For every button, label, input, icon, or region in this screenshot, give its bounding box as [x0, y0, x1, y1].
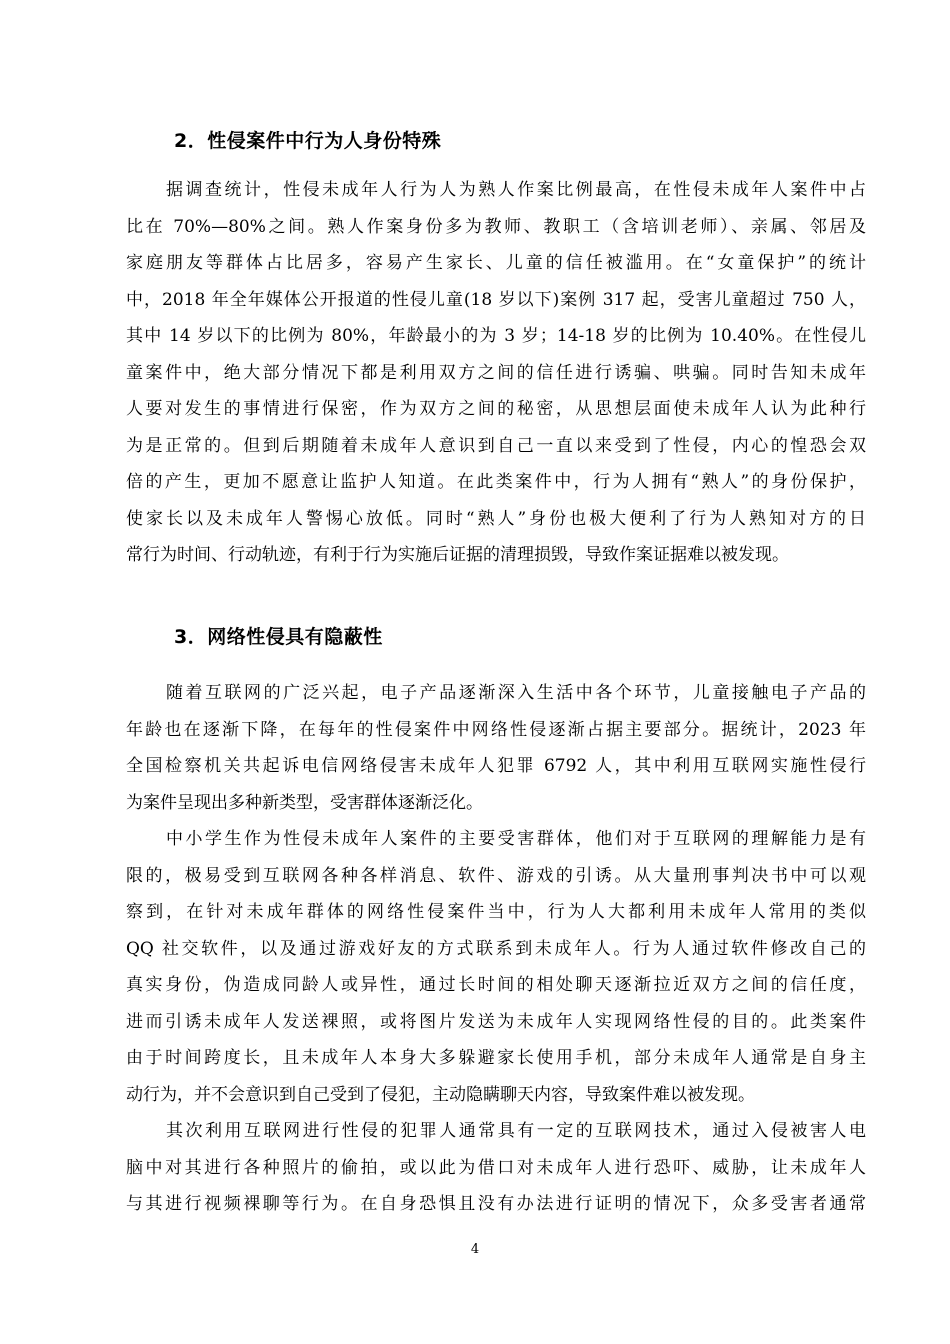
text-line: 年龄也在逐渐下降，在每年的性侵案件中网络性侵逐渐占据主要部分。据统计，2023 年: [126, 719, 866, 740]
text-line: 中，2018 年全年媒体公开报道的性侵儿童(18 岁以下)案例 317 起，受害儿童超过 750 人，: [126, 289, 866, 310]
text-line: 动行为，并不会意识到自己受到了侵犯，主动隐瞒聊天内容，导致案件难以被发现。: [126, 1084, 755, 1105]
text-line: 使家长以及未成年人警惕心放低。同时“熟人”身份也极大便利了行为人熟知对方的日: [126, 508, 866, 529]
text-line: 随着互联网的广泛兴起，电子产品逐渐深入生活中各个环节，儿童接触电子产品的: [166, 683, 866, 703]
paragraph-section3-1: [126, 675, 866, 821]
section-heading-3: 3．网络性侵具有隐蔽性: [174, 626, 383, 648]
text-line: 限的，极易受到互联网各种各样消息、软件、游戏的引诱。从大量刑事判决书中可以观: [126, 865, 866, 886]
text-line: QQ 社交软件，以及通过游戏好友的方式联系到未成年人。行为人通过软件修改自己的: [126, 938, 866, 959]
section-heading-2: 2．性侵案件中行为人身份特殊: [174, 130, 442, 152]
text-line: 脑中对其进行各种照片的偷拍，或以此为借口对未成年人进行恐吓、威胁，让未成年人: [126, 1157, 866, 1178]
text-line: 察到，在针对未成年群体的网络性侵案件当中，行为人大都利用未成年人常用的类似: [126, 902, 866, 922]
text-line: 真实身份，伪造成同龄人或异性，通过长时间的相处聊天逐渐拉近双方之间的信任度，: [126, 975, 866, 995]
text-line: 为案件呈现出多种新类型，受害群体逐渐泛化。: [126, 792, 483, 813]
text-line: 中小学生作为性侵未成年人案件的主要受害群体，他们对于互联网的理解能力是有: [166, 829, 866, 849]
text-line: 人要对发生的事情进行保密，作为双方之间的秘密，从思想层面使未成年人认为此种行: [126, 399, 866, 419]
text-line: 由于时间跨度长，且未成年人本身大多躲避家长使用手机，部分未成年人通常是自身主: [126, 1048, 866, 1068]
text-line: 比在 70%—80%之间。熟人作案身份多为教师、教职工（含培训老师）、亲属、邻居及: [126, 216, 866, 237]
text-line: 与其进行视频裸聊等行为。在自身恐惧且没有办法进行证明的情况下，众多受害者通常: [126, 1194, 866, 1214]
text-line: 童案件中，绝大部分情况下都是利用双方之间的信任进行诱骗、哄骗。同时告知未成年: [126, 362, 866, 383]
paragraph-section2: [126, 172, 866, 574]
text-line: 进而引诱未成年人发送裸照，或将图片发送为未成年人实现网络性侵的目的。此类案件: [126, 1011, 866, 1032]
text-line: 其次利用互联网进行性侵的犯罪人通常具有一定的互联网技术，通过入侵被害人电: [166, 1121, 866, 1141]
text-line: 家庭朋友等群体占比居多，容易产生家长、儿童的信任被滥用。在“女童保护”的统计: [126, 253, 866, 273]
text-line: 其中 14 岁以下的比例为 80%，年龄最小的为 3 岁；14-18 岁的比例为 10.40%。在性侵儿: [126, 326, 866, 346]
text-line: 常行为时间、行动轨迹，有利于行为实施后证据的清理损毁，导致作案证据难以被发现。: [126, 545, 789, 565]
paragraph-section3-2: [126, 821, 866, 1113]
text-line: 为是正常的。但到后期随着未成年人意识到自己一直以来受到了性侵，内心的惶恐会双: [126, 435, 866, 456]
paragraph-section3-3: [126, 1113, 866, 1223]
text-line: 倍的产生，更加不愿意让监护人知道。在此类案件中，行为人拥有“熟人”的身份保护，: [126, 472, 866, 492]
text-line: 据调查统计，性侵未成年人行为人为熟人作案比例最高，在性侵未成年人案件中占: [166, 180, 866, 200]
text-line: 全国检察机关共起诉电信网络侵害未成年人犯罪 6792 人，其中利用互联网实施性侵行: [126, 756, 866, 776]
page-number: 4: [470, 1242, 480, 1257]
